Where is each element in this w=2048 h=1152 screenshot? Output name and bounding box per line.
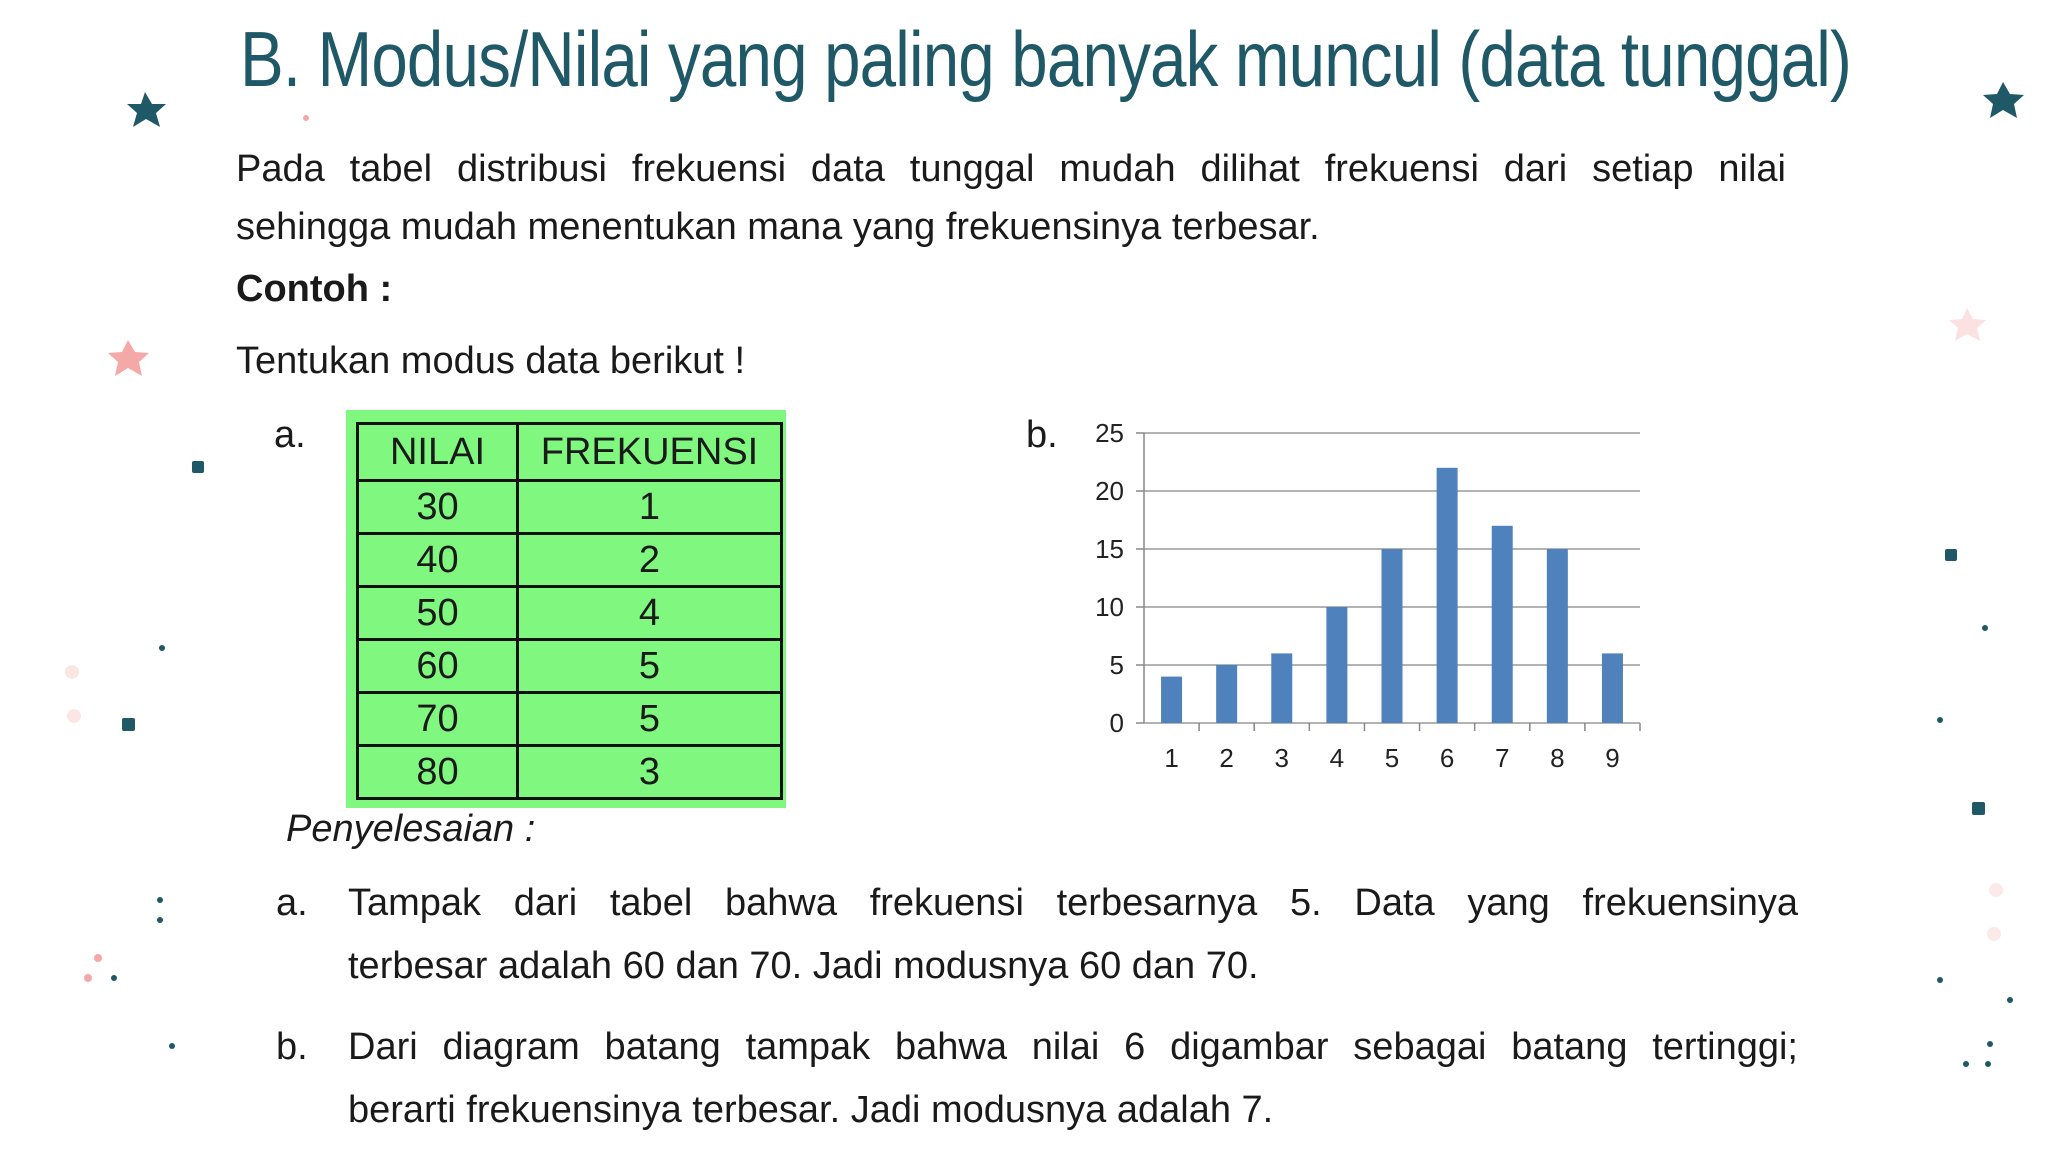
bar — [1437, 468, 1458, 723]
x-tick-label: 6 — [1439, 743, 1455, 773]
table-header-row — [358, 424, 782, 481]
star-icon — [1949, 308, 1986, 341]
bar — [1161, 677, 1182, 723]
y-tick-label: 0 — [1109, 708, 1124, 738]
bar — [1492, 526, 1513, 723]
x-tick-label: 4 — [1329, 743, 1345, 773]
frequency-table — [356, 422, 783, 800]
bar — [1602, 653, 1623, 723]
x-tick-label: 9 — [1605, 743, 1620, 773]
dot-icon — [1972, 802, 1985, 815]
bar — [1271, 653, 1292, 723]
solution-b-label: b. — [276, 1026, 308, 1068]
x-tick-label: 3 — [1274, 743, 1290, 773]
bar — [1547, 549, 1568, 723]
bar — [1216, 665, 1237, 723]
intro-line-2: sehingga mudah menentukan mana yang frekuensinya terbesar. — [236, 206, 1320, 248]
instruction-text: Tentukan modus data berikut ! — [236, 340, 746, 382]
page-title: B. Modus/Nilai yang paling banyak muncul (data tunggal) — [240, 15, 1851, 103]
bar — [1326, 607, 1347, 723]
y-tick-label: 15 — [1095, 534, 1124, 564]
cell-nilai: 70 — [358, 693, 518, 746]
solution-a-label: a. — [276, 882, 308, 924]
cell-nilai: 80 — [358, 746, 518, 799]
dot-icon — [192, 461, 204, 473]
table-row — [358, 746, 782, 799]
x-tick-label: 2 — [1219, 743, 1234, 773]
table-row — [358, 587, 782, 640]
y-tick-label: 5 — [1109, 650, 1124, 680]
solution-a-line-2: terbesar adalah 60 dan 70. Jadi modusnya 60 dan 70. — [348, 945, 1259, 987]
dot-icon — [122, 718, 135, 731]
solution-b-text — [348, 1026, 1798, 1132]
star-icon — [127, 92, 166, 127]
dot-icon — [1945, 549, 1957, 561]
solution-a-line-1: Tampak dari tabel bahwa frekuensi terbesarnya 5. Data yang frekuensinya — [348, 882, 1798, 924]
cell-frekuensi: 5 — [518, 693, 782, 746]
bar — [1382, 549, 1403, 723]
solution-a-text — [348, 882, 1798, 988]
cell-frekuensi: 1 — [518, 481, 782, 534]
bar-chart — [1080, 415, 1660, 795]
solution-heading: Penyelesaian : — [286, 808, 536, 850]
column-header-frekuensi: FREKUENSI — [518, 424, 782, 481]
x-tick-label: 8 — [1550, 743, 1565, 773]
frequency-table-container — [346, 410, 786, 808]
cell-nilai: 50 — [358, 587, 518, 640]
y-tick-label: 20 — [1095, 476, 1124, 506]
example-heading: Contoh : — [236, 268, 393, 310]
cell-nilai: 30 — [358, 481, 518, 534]
cell-frekuensi: 5 — [518, 640, 782, 693]
part-b-label: b. — [1026, 414, 1058, 456]
solution-b-line-2: berarti frekuensinya terbesar. Jadi modusnya adalah 7. — [348, 1089, 1274, 1131]
table-row — [358, 534, 782, 587]
cell-frekuensi: 2 — [518, 534, 782, 587]
solution-b-line-1: Dari diagram batang tampak bahwa nilai 6 digambar sebagai batang tertinggi; — [348, 1026, 1798, 1068]
table-row — [358, 640, 782, 693]
part-a-label: a. — [274, 414, 306, 456]
cell-nilai: 60 — [358, 640, 518, 693]
cell-nilai: 40 — [358, 534, 518, 587]
intro-paragraph — [236, 140, 1786, 256]
intro-line-1: Pada tabel distribusi frekuensi data tunggal mudah dilihat frekuensi dari setiap nilai — [236, 148, 1786, 190]
x-tick-label: 7 — [1494, 743, 1510, 773]
column-header-nilai: NILAI — [358, 424, 518, 481]
y-tick-label: 25 — [1095, 418, 1124, 448]
cell-frekuensi: 3 — [518, 746, 782, 799]
table-row — [358, 481, 782, 534]
y-tick-label: 10 — [1095, 592, 1124, 622]
cell-frekuensi: 4 — [518, 587, 782, 640]
table-row — [358, 693, 782, 746]
star-icon — [108, 340, 149, 376]
star-icon — [1983, 82, 2024, 118]
x-tick-label: 1 — [1164, 743, 1179, 773]
x-tick-label: 5 — [1384, 743, 1400, 773]
